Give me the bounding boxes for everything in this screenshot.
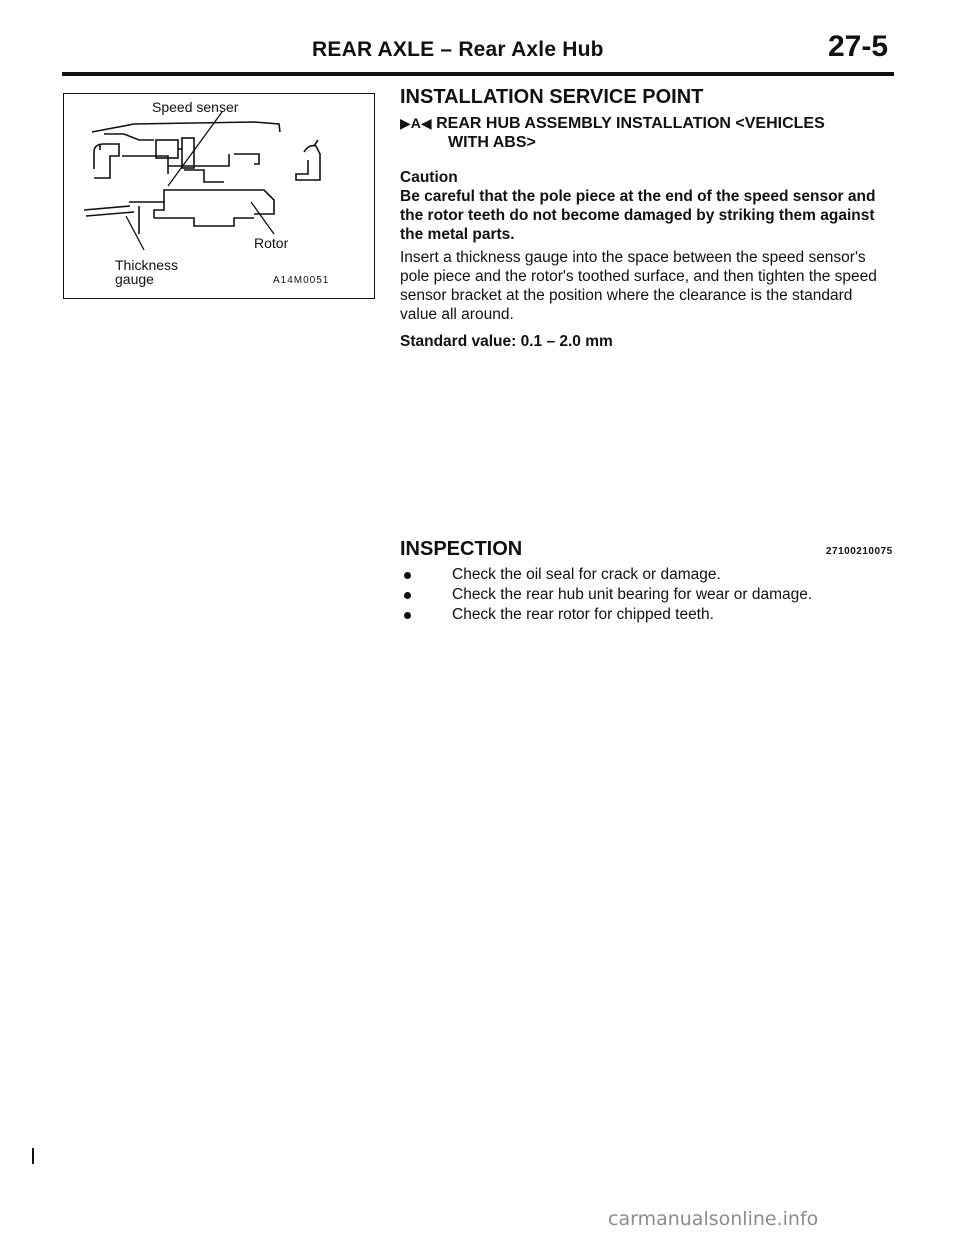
bullet-icon <box>404 612 411 619</box>
page-number: 27-5 <box>828 30 889 63</box>
installation-heading: INSTALLATION SERVICE POINT <box>400 86 704 108</box>
inspection-code: 27100210075 <box>826 546 893 557</box>
label-thickness-line2: gauge <box>115 271 154 287</box>
service-point-marker-icon: ▶A◀ <box>400 115 432 131</box>
bullet-icon <box>404 572 411 579</box>
procedure-text-block <box>400 248 900 324</box>
label-rotor: Rotor <box>254 235 289 251</box>
inspection-list-block <box>400 565 900 625</box>
standard-value: Standard value: 0.1 – 2.0 mm <box>400 333 613 350</box>
list-item: Check the rear hub unit bearing for wear or damage. <box>400 585 900 605</box>
procedure-text: Insert a thickness gauge into the space between the speed sensor's pole piece and the rotor's toothed surface, and then tighten the speed sensor bracket at the position where the clearance is the standard value all around. <box>400 249 877 323</box>
caution-block <box>400 168 900 244</box>
label-thickness-line1: Thickness <box>115 257 179 273</box>
caution-text: Be careful that the pole piece at the end of the speed sensor and the rotor teeth do not become damaged by striking them against the metal parts. <box>400 188 876 243</box>
standard-value-block <box>400 332 900 351</box>
figure-code: A14M0051 <box>273 275 330 286</box>
speed-sensor-rotor-diagram <box>64 94 374 298</box>
subheading-line2: WITH ABS> <box>448 134 536 151</box>
label-speed-sensor: Speed senser <box>152 99 239 115</box>
page-edge-mark <box>32 1148 34 1164</box>
watermark: carmanualsonline.info <box>608 1208 819 1230</box>
speed-sensor-figure <box>63 93 375 299</box>
list-item: Check the oil seal for crack or damage. <box>400 565 900 585</box>
inspection-section <box>400 538 900 561</box>
subheading-line1: REAR HUB ASSEMBLY INSTALLATION <VEHICLES <box>436 115 825 132</box>
installation-section <box>400 86 900 109</box>
list-item: Check the rear rotor for chipped teeth. <box>400 605 900 625</box>
inspection-list <box>400 565 900 625</box>
page-header-title: REAR AXLE – Rear Axle Hub <box>312 38 604 61</box>
caution-label: Caution <box>400 169 458 186</box>
installation-subheading <box>400 114 900 152</box>
header-divider <box>62 72 894 76</box>
inspection-heading: INSPECTION <box>400 538 523 560</box>
bullet-icon <box>404 592 411 599</box>
